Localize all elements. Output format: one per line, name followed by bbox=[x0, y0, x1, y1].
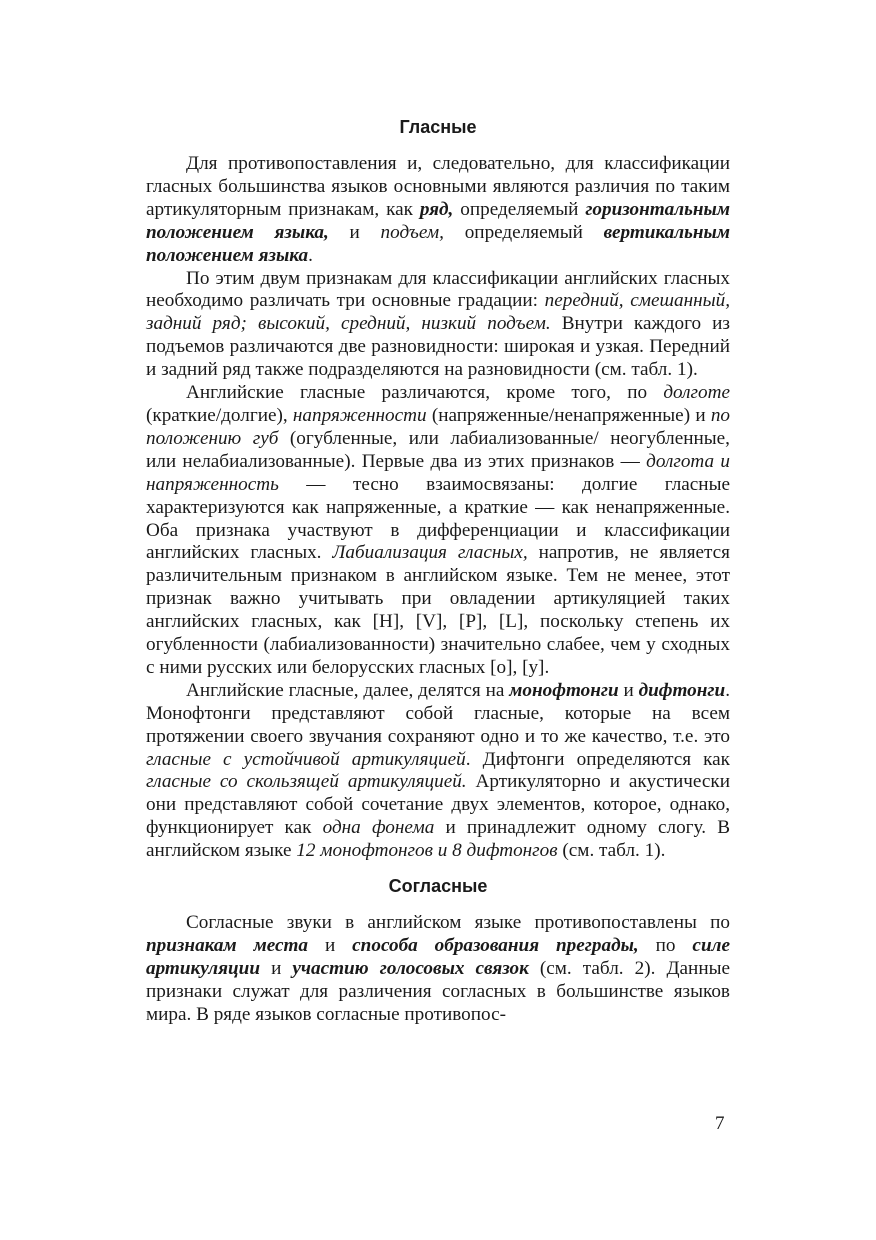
term-place: признакам места bbox=[146, 935, 309, 956]
heading-vowels: Гласные bbox=[399, 117, 477, 137]
paragraph-vowel-classification bbox=[146, 153, 730, 268]
text-run: определяемый bbox=[453, 198, 586, 220]
paragraph-gradations bbox=[146, 268, 730, 383]
emphasis-length-and-tenseness: долгота и напряженность bbox=[146, 450, 731, 495]
term-height: подъем, bbox=[380, 221, 444, 243]
term-force: силе артикуляции bbox=[146, 935, 730, 979]
text-run: и принадлежит одному слогу. В английском языке bbox=[146, 817, 730, 862]
term-voicing: участию голосовых связок bbox=[292, 957, 529, 979]
text-run: Согласные звуки в английском языке противопоставлены по bbox=[186, 912, 730, 934]
text-run: и bbox=[328, 221, 381, 243]
text-run: Английские гласные, далее, делятся на bbox=[186, 679, 510, 701]
term-monophthongs: монофтонги bbox=[509, 679, 619, 701]
term-row: ряд, bbox=[419, 198, 454, 220]
emphasis-lip-position: по положению губ bbox=[146, 404, 731, 449]
term-diphthongs: дифтонги bbox=[638, 679, 726, 701]
text-run: определяемый bbox=[443, 221, 604, 243]
text-run: . Дифтонги определяются как bbox=[465, 748, 730, 770]
paragraph-consonants bbox=[146, 912, 730, 1027]
emphasis-stable-articulation: гласные с устойчивой артикуляцией bbox=[146, 748, 466, 770]
text-run: По этим двум признакам для классификации английских гласных необходимо различать три основные градации: bbox=[146, 267, 730, 312]
text-run: . Монофтонги представляют собой гласные, которые на всем протяжении своего звучания сохраняют одно и то же качество, т.е. это bbox=[146, 679, 730, 747]
text-run: по bbox=[638, 935, 693, 956]
text-run: напротив, не является различительным признаком в английском языке. Тем не менее, этот признак важно учитывать при овладении артикуляцией таких английских гласных, как [H], [V], [P], [L], поскольку степень их огубленности (лабиализованности) значительно слабее, чем у сходных с ними русских или белорусских гласных [о], [у]. bbox=[146, 542, 731, 678]
text-run: — тесно взаимосвязаны: долгие гласные характеризуются как напряженные, а краткие — как ненапряженные. Оба признака участвуют в дифференциации и классификации английских гласных. bbox=[146, 473, 730, 564]
text-run: Артикуляторно и акустически они представляют собой сочетание двух элементов, которое, однако, функционирует как bbox=[146, 771, 730, 839]
text-run: . bbox=[308, 244, 313, 266]
emphasis-labialization: Лабиализация гласных, bbox=[332, 542, 528, 564]
text-run: и bbox=[260, 957, 293, 979]
term-vertical-position: вертикальным положением языка bbox=[146, 221, 730, 266]
text-run: Английские гласные различаются, кроме того, по bbox=[186, 382, 664, 404]
term-horizontal-position: горизонтальным положением языка, bbox=[146, 198, 730, 243]
emphasis-one-phoneme: одна фонема bbox=[322, 817, 435, 839]
heading-consonants: Согласные bbox=[388, 876, 488, 897]
paragraph-monophthongs-diphthongs bbox=[146, 680, 730, 863]
emphasis-gliding-articulation: гласные со скользящей артикуляцией. bbox=[146, 771, 467, 793]
text-run: (огубленные, или лабиализованные/ неогубленные, или нелабиализованные). Первые два из этих признаков — bbox=[146, 427, 730, 472]
emphasis-length: долготе bbox=[663, 382, 730, 404]
text-run: и bbox=[308, 935, 353, 956]
emphasis-counts: 12 монофтонгов и 8 дифтонгов bbox=[296, 840, 558, 862]
paragraph-length-tenseness bbox=[146, 382, 730, 680]
text-run: и bbox=[618, 679, 639, 701]
text-run: (см. табл. 1). bbox=[557, 840, 666, 862]
text-run: (напряженные/ненапряженные) и bbox=[426, 404, 711, 426]
emphasis-gradations: передний, смешанный, задний ряд; высокий, средний, низкий подъем. bbox=[146, 290, 731, 335]
term-manner: способа образования преграды, bbox=[352, 935, 639, 956]
text-run: Для противопоставления и, следовательно, для классификации гласных большинства языков основными являются различия по таким артикуляторным признакам, как bbox=[146, 153, 730, 220]
text-run: Внутри каждого из подъемов различаются две разновидности: широкая и узкая. Передний и задний ряд также подразделяются на разновидности (см. табл. 1). bbox=[146, 313, 730, 381]
page-number: 7 bbox=[715, 1113, 725, 1134]
emphasis-tenseness: напряженности bbox=[292, 404, 427, 426]
text-run: (краткие/долгие), bbox=[146, 404, 293, 426]
text-run: (см. табл. 2). Данные признаки служат для различения согласных в большинстве языков мира. В ряде языков согласные противопос- bbox=[146, 957, 730, 1025]
page-content bbox=[146, 112, 730, 1027]
